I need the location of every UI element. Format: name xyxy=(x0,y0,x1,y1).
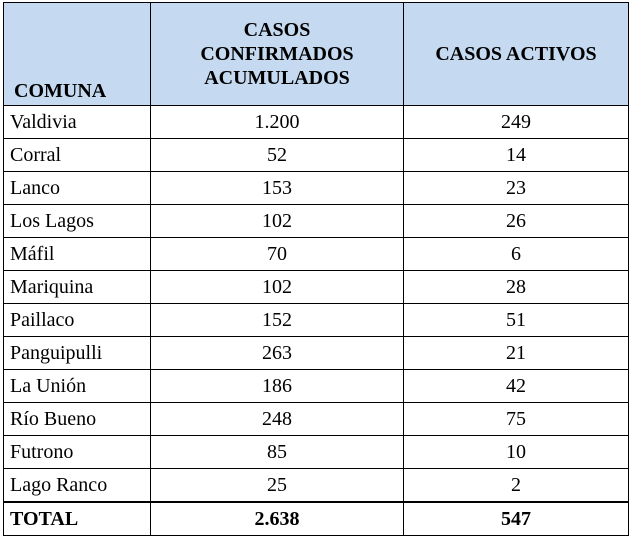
table-row xyxy=(4,304,629,337)
table-row xyxy=(4,403,629,436)
cell-confirmados: 85 xyxy=(151,436,404,469)
table-body xyxy=(4,106,629,503)
table-row xyxy=(4,238,629,271)
cell-confirmados: 102 xyxy=(151,271,404,304)
header-confirmados-line: CONFIRMADOS xyxy=(200,43,354,65)
table-footer xyxy=(4,502,629,536)
cell-comuna: Lago Ranco xyxy=(4,469,151,503)
header-confirmados-line: ACUMULADOS xyxy=(204,67,350,89)
cell-confirmados: 248 xyxy=(151,403,404,436)
cell-activos: 10 xyxy=(404,436,629,469)
cell-activos: 26 xyxy=(404,205,629,238)
cell-confirmados: 1.200 xyxy=(151,106,404,139)
cell-confirmados: 102 xyxy=(151,205,404,238)
total-confirmados: 2.638 xyxy=(151,502,404,536)
cell-activos: 23 xyxy=(404,172,629,205)
cell-comuna: La Unión xyxy=(4,370,151,403)
cell-comuna: Futrono xyxy=(4,436,151,469)
cell-comuna: Río Bueno xyxy=(4,403,151,436)
cell-comuna: Panguipulli xyxy=(4,337,151,370)
cell-activos: 28 xyxy=(404,271,629,304)
cell-activos: 14 xyxy=(404,139,629,172)
header-confirmados-line: CASOS xyxy=(243,19,311,41)
table-row xyxy=(4,370,629,403)
cell-confirmados: 153 xyxy=(151,172,404,205)
cell-confirmados: 152 xyxy=(151,304,404,337)
cell-confirmados: 186 xyxy=(151,370,404,403)
header-comuna: COMUNA xyxy=(4,3,151,106)
cell-comuna: Los Lagos xyxy=(4,205,151,238)
cell-activos: 42 xyxy=(404,370,629,403)
cell-activos: 21 xyxy=(404,337,629,370)
cell-comuna: Máfil xyxy=(4,238,151,271)
header-casos-confirmados xyxy=(151,3,404,106)
cell-confirmados: 52 xyxy=(151,139,404,172)
cell-activos: 2 xyxy=(404,469,629,503)
header-row xyxy=(4,3,629,106)
cell-comuna: Paillaco xyxy=(4,304,151,337)
cell-comuna: Corral xyxy=(4,139,151,172)
total-row xyxy=(4,502,629,536)
cell-confirmados: 25 xyxy=(151,469,404,503)
cell-activos: 6 xyxy=(404,238,629,271)
table-header xyxy=(4,3,629,106)
total-label: TOTAL xyxy=(4,502,151,536)
cell-comuna: Valdivia xyxy=(4,106,151,139)
table-row xyxy=(4,172,629,205)
table-row xyxy=(4,139,629,172)
table-row xyxy=(4,337,629,370)
cell-activos: 51 xyxy=(404,304,629,337)
table-row xyxy=(4,436,629,469)
total-activos: 547 xyxy=(404,502,629,536)
table-row xyxy=(4,271,629,304)
cell-comuna: Lanco xyxy=(4,172,151,205)
header-casos-activos: CASOS ACTIVOS xyxy=(404,3,629,106)
cell-comuna: Mariquina xyxy=(4,271,151,304)
cell-confirmados: 70 xyxy=(151,238,404,271)
table-row xyxy=(4,205,629,238)
cell-activos: 249 xyxy=(404,106,629,139)
cell-activos: 75 xyxy=(404,403,629,436)
table-row xyxy=(4,106,629,139)
cell-confirmados: 263 xyxy=(151,337,404,370)
cases-table xyxy=(3,2,629,536)
table-row xyxy=(4,469,629,503)
